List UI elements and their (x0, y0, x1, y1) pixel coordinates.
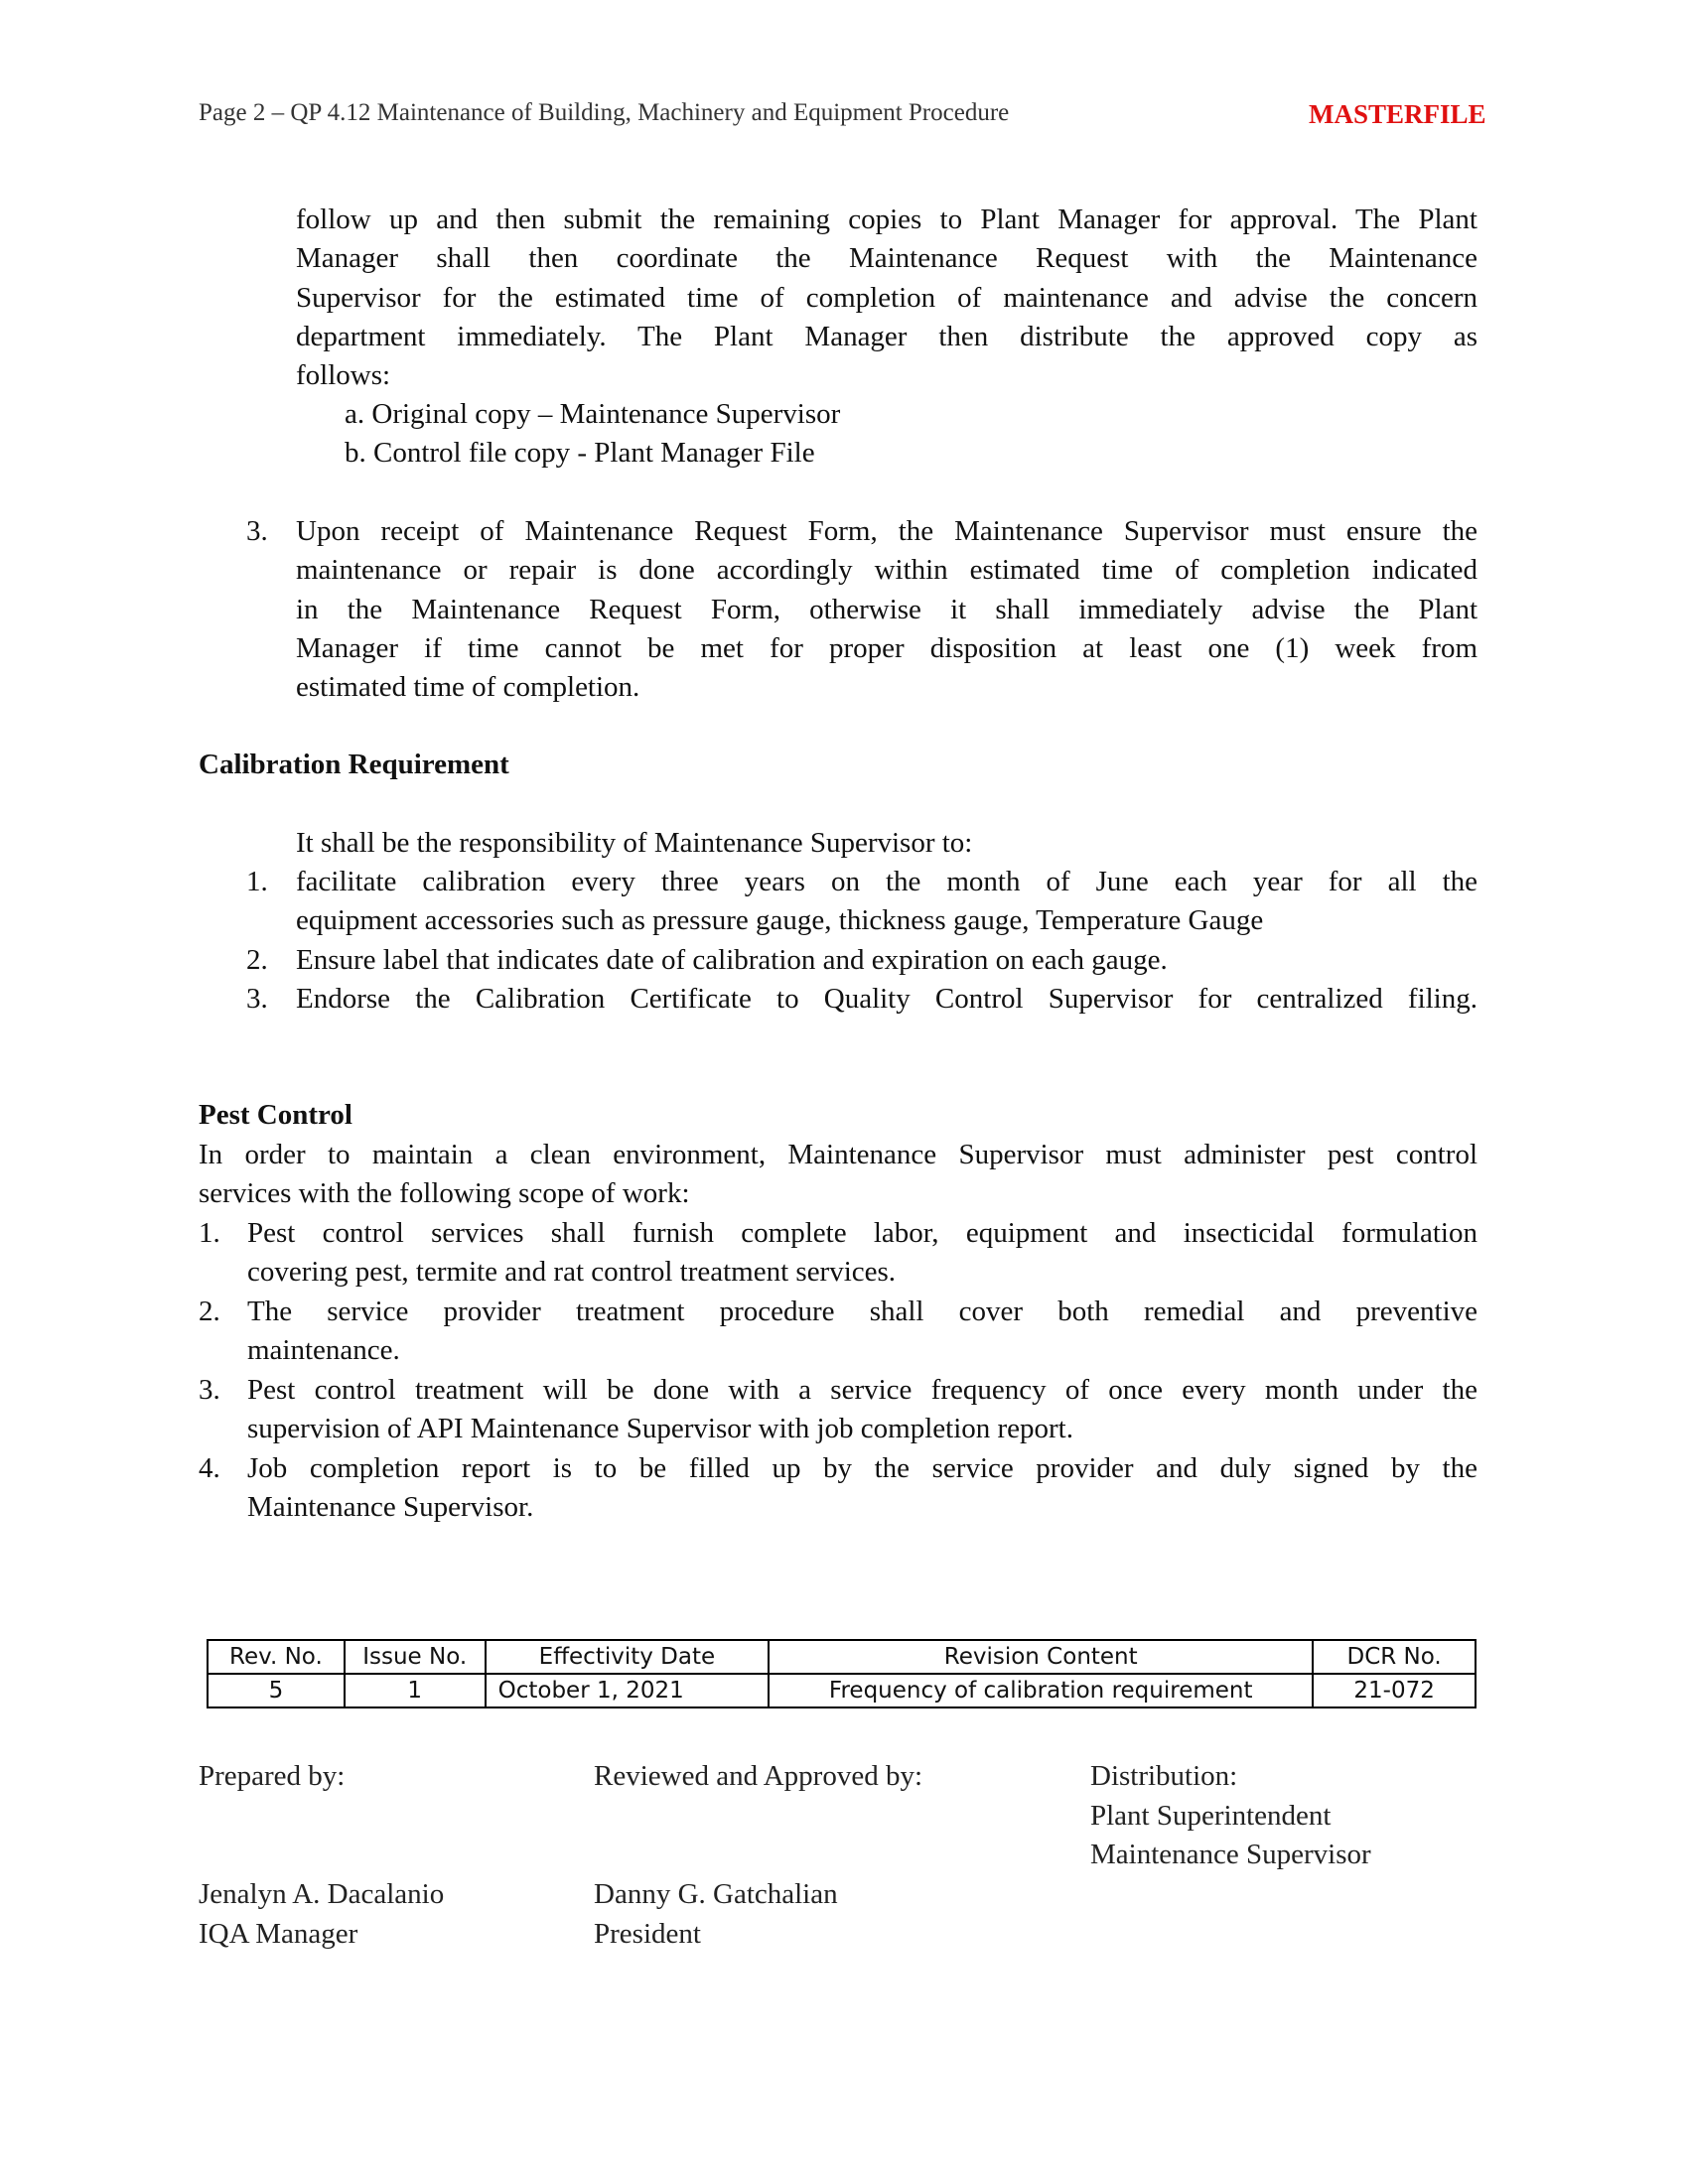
column-header: Revision Content (769, 1640, 1313, 1674)
list-number: 1. (199, 1217, 220, 1249)
table-row (208, 1674, 1476, 1707)
distribution-sub-list (345, 395, 1238, 474)
table-cell: October 1, 2021 (486, 1674, 770, 1707)
pest-item-4 (247, 1449, 1477, 1528)
revision-table (207, 1639, 1477, 1708)
calibration-intro (296, 824, 1477, 863)
distribution-item: Plant Superintendent (1090, 1799, 1332, 1832)
distribution-block (1090, 1757, 1371, 1875)
paragraph-line: follows: (296, 359, 391, 392)
paragraph-line: Supervisor for the estimated time of completion of maintenance and advise the concern (296, 281, 1477, 314)
paragraph-line: Job completion report is to be filled up by the service provider and duly signed by the (247, 1452, 1477, 1484)
paragraph-line: Pest control services shall furnish complete labor, equipment and insecticidal formulation (247, 1217, 1477, 1249)
paragraph-line: department immediately. The Plant Manager then distribute the approved copy as (296, 320, 1477, 352)
preparer-signature-block (199, 1875, 444, 1954)
paragraph-line: maintenance or repair is done accordingly within estimated time of completion indicated (296, 554, 1477, 587)
paragraph-line: facilitate calibration every three years on the month of June each year for all the (296, 866, 1477, 897)
approver-title: President (594, 1917, 701, 1950)
list-number: 2. (246, 944, 268, 976)
column-header: DCR No. (1313, 1640, 1476, 1674)
paragraph-line: In order to maintain a clean environment, Maintenance Supervisor must administer pest control (199, 1139, 1477, 1170)
sub-list-item: a. Original copy – Maintenance Supervisor (345, 398, 841, 430)
approver-signature-block (594, 1875, 838, 1954)
list-number: 2. (199, 1296, 220, 1327)
distribution-label: Distribution: (1090, 1760, 1238, 1792)
pest-item-3 (247, 1371, 1477, 1449)
paragraph-line: Ensure label that indicates date of calibration and expiration on each gauge. (296, 944, 1168, 976)
column-header: Issue No. (345, 1640, 486, 1674)
paragraph-line: in the Maintenance Request Form, otherwise it shall immediately advise the Plant (296, 593, 1477, 625)
pest-item-2 (247, 1293, 1477, 1371)
paragraph-line: equipment accessories such as pressure gauge, thickness gauge, Temperature Gauge (296, 904, 1264, 937)
paragraph-line: maintenance. (247, 1334, 400, 1367)
calibration-item-3 (296, 980, 1477, 1019)
intro-line: It shall be the responsibility of Maintenance Supervisor to: (296, 827, 973, 859)
table-header-row (208, 1640, 1476, 1674)
paragraph-line: The service provider treatment procedure shall cover both remedial and preventive (247, 1296, 1477, 1327)
item-3-paragraph (296, 512, 1477, 707)
sub-list-item: b. Control file copy - Plant Manager File (345, 437, 815, 470)
pest-control-intro (199, 1136, 1477, 1214)
table-cell: Frequency of calibration requirement (769, 1674, 1313, 1707)
calibration-item-2 (296, 941, 1477, 980)
list-number: 3. (246, 983, 268, 1015)
pest-control-heading: Pest Control (199, 1099, 352, 1131)
page-header-title: Page 2 – QP 4.12 Maintenance of Building, Machinery and Equipment Procedure (199, 99, 1010, 126)
preparer-title: IQA Manager (199, 1917, 358, 1950)
paragraph-line: services with the following scope of work: (199, 1177, 690, 1210)
list-number: 3. (199, 1374, 220, 1406)
prepared-by-label: Prepared by: (199, 1760, 346, 1792)
paragraph-line: supervision of API Maintenance Supervisor with job completion report. (247, 1413, 1073, 1445)
paragraph-line: estimated time of completion. (296, 671, 640, 704)
paragraph-line: Manager shall then coordinate the Maintenance Request with the Maintenance (296, 242, 1477, 275)
approver-name: Danny G. Gatchalian (594, 1878, 838, 1910)
column-header: Effectivity Date (486, 1640, 770, 1674)
paragraph-line: covering pest, termite and rat control treatment services. (247, 1256, 897, 1289)
continuation-paragraph (296, 201, 1477, 395)
paragraph-line: follow up and then submit the remaining copies to Plant Manager for approval. The Plant (296, 204, 1477, 235)
list-number: 3. (246, 515, 268, 547)
paragraph-line: Pest control treatment will be done with a service frequency of once every month under the (247, 1374, 1477, 1406)
paragraph-line: Manager if time cannot be met for proper disposition at least one (1) week from (296, 631, 1477, 664)
paragraph-line: Maintenance Supervisor. (247, 1491, 534, 1524)
distribution-item: Maintenance Supervisor (1090, 1839, 1371, 1870)
calibration-item-1 (296, 863, 1477, 941)
paragraph-line: Upon receipt of Maintenance Request Form, the Maintenance Supervisor must ensure the (296, 515, 1477, 547)
list-number: 4. (199, 1452, 220, 1484)
calibration-heading: Calibration Requirement (199, 749, 509, 780)
table-cell: 1 (345, 1674, 486, 1707)
masterfile-stamp: MASTERFILE (1309, 99, 1486, 129)
table-cell: 21-072 (1313, 1674, 1476, 1707)
pest-item-1 (247, 1214, 1477, 1293)
paragraph-line: Endorse the Calibration Certificate to Quality Control Supervisor for centralized filing. (296, 983, 1477, 1015)
reviewed-by-label: Reviewed and Approved by: (594, 1760, 923, 1792)
list-number: 1. (246, 866, 268, 897)
table-cell: 5 (208, 1674, 345, 1707)
preparer-name: Jenalyn A. Dacalanio (199, 1878, 445, 1910)
column-header: Rev. No. (208, 1640, 345, 1674)
